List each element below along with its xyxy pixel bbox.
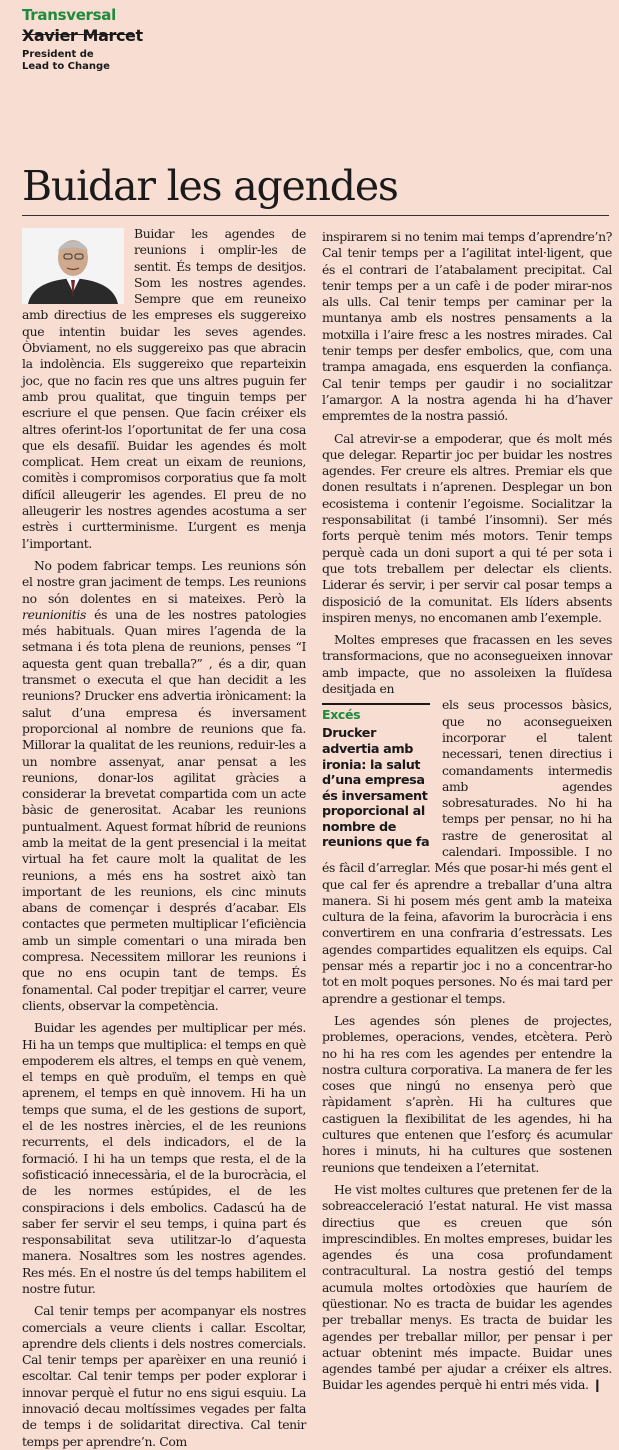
text-run: No podem fabricar temps. Les reunions són el nostre gran jaciment de temps. Les reunions no són dolentes en si mateixes. Però la bbox=[22, 557, 306, 606]
author-portrait bbox=[22, 228, 124, 304]
paragraph: Moltes empreses que fracassen en les seves transformacions, que no aconsegueixen innovar amb impacte, que no assoleixen la fluïdesa desitjada en bbox=[322, 632, 612, 697]
pull-quote-text: Drucker advertia amb ironia: la salut d’una empresa és inversament proporcional al nombre de reunions que fa bbox=[322, 726, 430, 851]
pull-quote bbox=[322, 703, 430, 851]
paragraph: els seus processos bàsics, que no aconsegueixen incorporar el talent necessari, tenen directius i comandaments intermedis amb agendes sobresaturades. No hi ha temps per pensar, no hi ha rastre de generositat al calendari. Impossible. I no és fàcil d’arreglar. Més que posar-hi més gent el que cal fer és aprendre a treballar d’una altra manera. Si hi posem més gent amb la mateixa cultura de la feina, afavorim la burocràcia i ens convertirem en una confraria d’estressats. Les agendes compartides equalitzen els equips. Cal pensar més a repartir joc i no a concentrar-ho tot en molt poques persones. No és mai tard per aprendre a gestionar el temps. bbox=[322, 697, 612, 1006]
article-headline: Buidar les agendes bbox=[22, 162, 398, 210]
paragraph: Cal atrevir-se a empoderar, que és molt més que delegar. Repartir joc per buidar les nostres agendes. Fer creure els altres. Premiar els que donen resultats i n’aprenen. Desplegar un bon ecosistema i contenir l’egoisme. Socialitzar la responsabilitat (i també l’insomni). Ser més forts perquè tenim més motors. Tenir temps perquè cada un doni suport a qui té per sota i que tots treballem per delectar els clients. Liderar és servir, i per servir cal posar temps a disposició de la comunitat. Els líders absents inspiren menys, no encomanen amb l’exemple. bbox=[322, 430, 612, 625]
paragraph: Cal tenir temps per acompanyar els nostres comercials a veure clients i callar. Escoltar, aprendre dels clients i dels nostres comercials. Cal tenir temps per aparèixer en una reunió i escoltar. Cal tenir temps per poder explorar i innovar perquè el futur no ens sigui esquiu. La innovació decau moltíssimes vegades per falta de temps i de solidaritat directiva. Cal tenir temps per aprendre’n. Com bbox=[22, 1303, 306, 1449]
paragraph bbox=[322, 1182, 612, 1394]
author-role-line: Lead to Change bbox=[22, 61, 110, 72]
emphasis: reunionitis bbox=[22, 606, 87, 622]
author-name: Xavier Marcet bbox=[22, 26, 143, 45]
text-run: He vist moltes cultures que pretenen fer de la sobreacceleració l’estat natural. He vist massa directius que es creuen que són imprescindibles. En moltes empreses, buidar les agendes és una cosa profundament contracultural. La nostra gestió del temps acumula moltes ortodòxies que hauríem de qüestionar. No es tracta de buidar les agendes per treballar menys. Es tracta de buidar les agendes per treballar millor, per pensar i per actuar obtenint més impacte. Buidar unes agendes també per ajudar a créixer els altres. Buidar les agendes perquè hi entri més vida. bbox=[322, 1181, 612, 1393]
author-role-line: President de bbox=[22, 49, 94, 60]
article-column-left bbox=[22, 226, 306, 1450]
paragraph: Les agendes són plenes de projectes, problemes, operacions, vendes, etcètera. Però no hi ha res com les agendes per entendre la nostra cultura corporativa. La manera de fer les coses que ningú no ensenya però que ràpidament s’aprèn. Hi ha cultures que castiguen la flexibilitat de les agendes, hi ha cultures que entenen que l’esforç és acumular hores i minuts, hi ha cultures que sostenen reunions que tendeixen a l’eternitat. bbox=[322, 1012, 612, 1175]
byline bbox=[22, 6, 143, 73]
author-role bbox=[22, 49, 143, 73]
section-label: Transversal bbox=[22, 6, 116, 24]
paragraph: inspirarem si no tenim mai temps d’aprendre’n? Cal tenir temps per a l’agilitat intel·ligent, que és el contrari de l’atabalament precipitat. Cal tenir temps per a un cafè i de poder mirar-nos als ulls. Cal tenir temps per caminar per la muntanya amb els nostres pensaments a la motxilla i l’aire fresc a les nostres mirades. Cal tenir temps per desfer embolics, que, com una trampa amagada, ens esquerden la confiança. Cal tenir temps per gaudir i no socialitzar l’amargor. A la nostra agenda hi ha d’haver empremtes de la nostra passió. bbox=[322, 229, 612, 424]
article-column-right bbox=[322, 229, 612, 1394]
pull-quote-label: Excés bbox=[322, 707, 361, 723]
paragraph bbox=[22, 558, 306, 1014]
headline-rule bbox=[22, 215, 609, 216]
end-of-article-mark: ❙ bbox=[592, 1377, 603, 1393]
paragraph: Buidar les agendes per multiplicar per més. Hi ha un temps que multiplica: el temps en què empoderem els altres, el temps en què venem, el temps en què produïm, el temps en què aprenem, el temps en què innovem. Hi ha un temps que suma, el de les gestions de suport, el de les nostres inèrcies, el de les reunions recurrents, el dels indicadors, el de la formació. I hi ha un temps que resta, el de la sofisticació innecessària, el de la burocràcia, el de les normes estúpides, el de les conspiracions i dels embolics. Cadascú ha de saber fer servir el seu temps, i quina part és responsabilitat seva utilitzar-lo d’aquesta manera. Nosaltres som les nostres agendes. Res més. En el nostre ús del temps habilitem el nostre futur. bbox=[22, 1020, 306, 1296]
author-portrait-image bbox=[22, 228, 124, 304]
text-run: és una de les nostres patologies més habituals. Quan mires l’agenda de la setmana i és tota plena de reunions, penses “I aquesta gent quan treballa?” , és a dir, quan transmet o executa el que han decidit a les reunions? Drucker ens advertia irònicament: la salut d’una empresa és inversament proporcional al nombre de reunions que fa. Millorar la qualitat de les reunions, reduir-les a un nombre assenyat, anar pensat a les reunions, donar-los agilitat gràcies a considerar la brevetat compartida com un acte bàsic de generositat. Acabar les reunions puntualment. Aquest format híbrid de reunions amb la meitat de la gent presencial i la meitat virtual ha fet caure molt la qualitat de les reunions, a més ens ha sostret això tan important de les reunions, els cinc minuts abans de començar i després d’acabar. Els contactes que permeten multiplicar l’eficiència amb un simple comentari o una mirada ben compresa. Necessitem millorar les reunions i que no ens ocupin tant de temps. És fonamental. Cal poder trepitjar el carrer, veure clients, observar la competència. bbox=[22, 606, 306, 1013]
paragraph: Buidar les agendes de reunions i omplir-les de sentit. És temps de desitjos. Som les nostres agendes. Sempre que em reuneixo amb directius de les empreses els suggereixo que intentin buidar les seves agendes. Òbviament, no els suggereixo pas que abracin la indolència. Els suggereixo que reparteixin joc, que no facin res que uns altres puguin fer amb prou qualitat, que tinguin temps per escriure el que pensen. Que facin créixer els altres oferint-los l’oportunitat de fer una cosa que els desafiï. Buidar les agendes és molt complicat. Hem creat un eixam de reunions, comitès i compromisos corporatius que fa molt difícil alleugerir les agendes. El preu de no alleugerir les nostres agendes acostuma a ser estrès i curtterminisme. L’urgent es menja l’important. bbox=[22, 226, 306, 551]
byline-rule bbox=[22, 34, 132, 35]
